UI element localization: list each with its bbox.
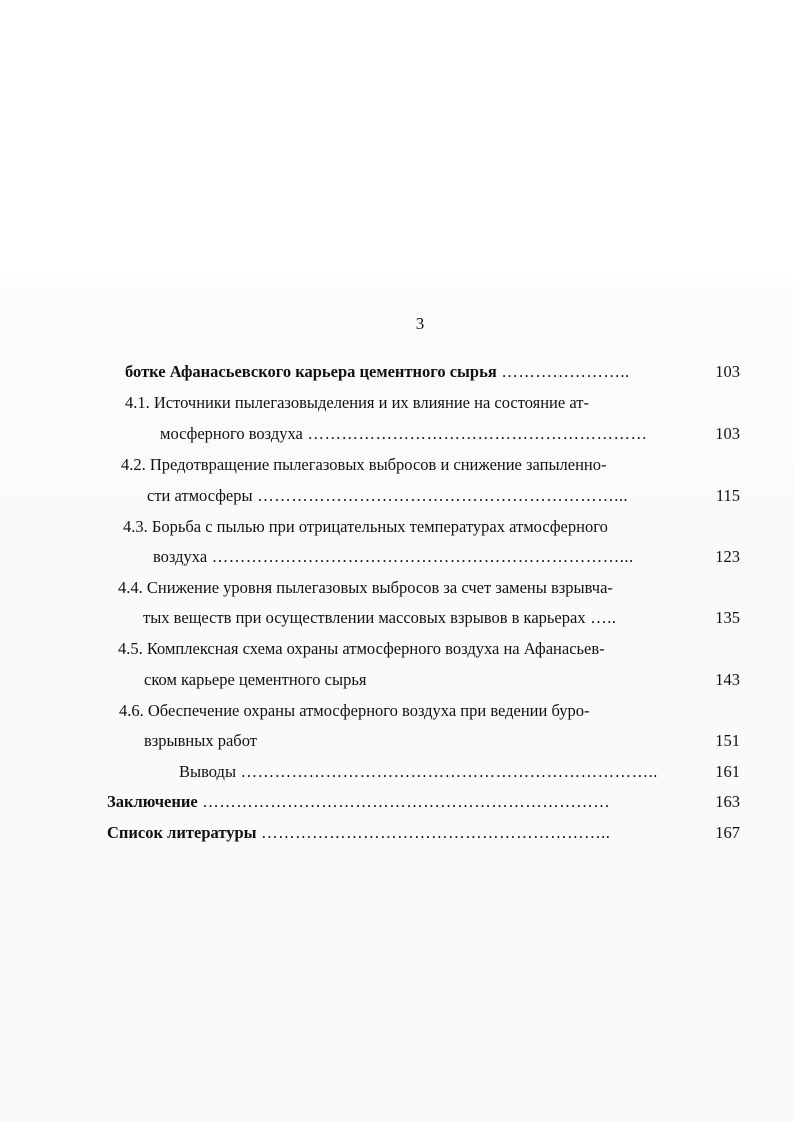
toc-entry-title: Заключение <box>107 792 198 811</box>
toc-entry-0-line-0[interactable] <box>125 362 630 382</box>
toc-entry-title: воздуха <box>153 547 208 566</box>
toc-entry-1-page: 103 <box>715 424 740 443</box>
toc-entry-4-line-1[interactable] <box>143 608 616 628</box>
toc-entry-title: 4.2. Предотвращение пылегазовых выбросов и снижение запыленно- <box>121 455 607 474</box>
toc-entry-9-page: 167 <box>715 823 740 842</box>
toc-entry-2-page: 115 <box>715 486 740 505</box>
toc-entry-5-line-1[interactable] <box>144 670 366 690</box>
dot-leader: …………………………………………………….. <box>256 823 611 842</box>
toc-entry-8-line-0[interactable] <box>107 792 610 812</box>
dot-leader: …………………………………………………… <box>302 424 648 443</box>
toc-entry-7-line-0[interactable] <box>179 762 658 782</box>
toc-entry-title: 4.5. Комплексная схема охраны атмосферного воздуха на Афанасьев- <box>118 639 605 658</box>
toc-entry-title: Список литературы <box>107 823 257 842</box>
dot-leader: ………………………………………………………... <box>252 486 629 505</box>
toc-entry-6-page: 151 <box>715 731 740 750</box>
toc-entry-title: ботке Афанасьевского карьера цементного сырья <box>125 362 497 381</box>
dot-leader: ………………….. <box>496 362 630 381</box>
toc-entry-4-page: 135 <box>715 608 740 627</box>
toc-entry-4-line-0[interactable] <box>118 578 613 598</box>
toc-entry-8-page: 163 <box>715 792 740 811</box>
dot-leader: ….. <box>585 608 617 627</box>
toc-entry-title: 4.1. Источники пылегазовыделения и их влияние на состояние ат- <box>125 393 589 412</box>
toc-entry-6-line-1[interactable] <box>144 731 257 751</box>
toc-entry-1-line-0[interactable] <box>125 393 589 413</box>
toc-entry-5-line-0[interactable] <box>118 639 605 659</box>
toc-entry-5-page: 143 <box>715 670 740 689</box>
dot-leader: ……………………………………………………………….. <box>236 762 658 781</box>
toc-entry-3-line-1[interactable] <box>153 547 634 567</box>
toc-entry-title: взрывных работ <box>144 731 257 750</box>
toc-entry-2-line-0[interactable] <box>121 455 607 475</box>
toc-entry-title: 4.4. Снижение уровня пылегазовых выбросов за счет замены взрывча- <box>118 578 613 597</box>
toc-entry-title: Выводы <box>179 762 237 781</box>
toc-entry-2-line-1[interactable] <box>147 486 628 506</box>
dot-leader: ………………………………………………………………... <box>207 547 634 566</box>
toc-entry-3-page: 123 <box>715 547 740 566</box>
toc-entry-title: 4.3. Борьба с пылью при отрицательных температурах атмосферного <box>123 517 608 536</box>
toc-entry-9-line-0[interactable] <box>107 823 610 843</box>
toc-entry-3-line-0[interactable] <box>123 517 608 537</box>
toc-entry-1-line-1[interactable] <box>160 424 647 444</box>
toc-entry-title: тых веществ при осуществлении массовых взрывов в карьерах <box>143 608 586 627</box>
toc-entry-6-line-0[interactable] <box>119 701 589 721</box>
toc-entry-0-page: 103 <box>715 362 740 381</box>
dot-leader: ……………………………………………………………… <box>197 792 611 811</box>
toc-entry-title: 4.6. Обеспечение охраны атмосферного воздуха при ведении буро- <box>119 701 590 720</box>
toc-entry-7-page: 161 <box>715 762 740 781</box>
page-number: 3 <box>415 314 425 333</box>
toc-entry-title: ском карьере цементного сырья <box>144 670 367 689</box>
toc-entry-title: сти атмосферы <box>147 486 253 505</box>
toc-entry-title: мосферного воздуха <box>160 424 303 443</box>
